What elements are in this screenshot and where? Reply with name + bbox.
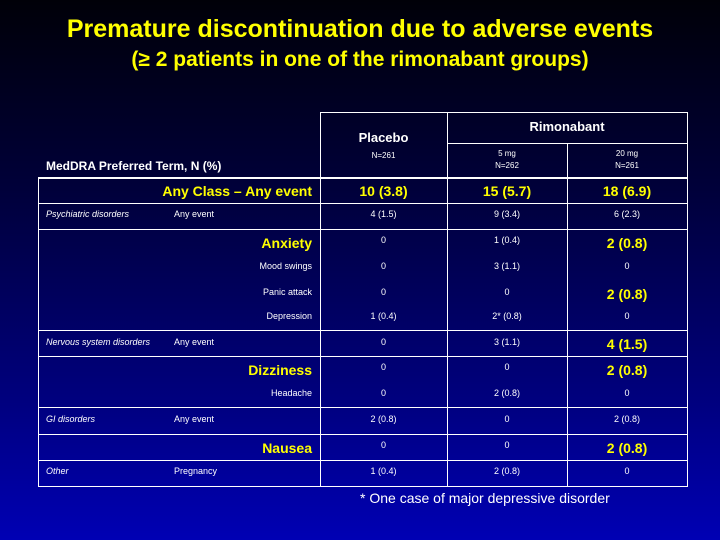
nervous-term: Any event (174, 337, 215, 347)
term-header: MedDRA Preferred Term, N (%) (46, 159, 222, 173)
nervous-r20: 4 (1.5) (606, 336, 648, 352)
headache-label: Headache (270, 388, 312, 398)
gi-class: GI disorders (46, 414, 96, 424)
headache-r20: 0 (624, 388, 630, 398)
nausea-r5: 0 (504, 440, 510, 450)
panic-label: Panic attack (262, 287, 312, 297)
r5-header: 5 mg (498, 149, 516, 158)
headache-r5: 2 (0.8) (493, 388, 520, 398)
table-line (38, 177, 688, 179)
placebo-header: Placebo (358, 130, 409, 145)
anxiety-r20: 2 (0.8) (606, 235, 648, 251)
any-class-placebo: 10 (3.8) (359, 183, 408, 199)
dizziness-r20: 2 (0.8) (606, 362, 648, 378)
table-line (38, 177, 39, 487)
other-term: Pregnancy (174, 466, 218, 476)
any-class-r20: 18 (6.9) (602, 183, 652, 199)
panic-r5: 0 (504, 287, 510, 297)
slide-title: Premature discontinuation due to adverse events (66, 15, 654, 43)
psych-term: Any event (174, 209, 215, 219)
anxiety-label: Anxiety (261, 235, 312, 251)
gi-term: Any event (174, 414, 215, 424)
nervous-r5: 3 (1.1) (493, 337, 520, 347)
psych-r5: 9 (3.4) (493, 209, 520, 219)
other-placebo: 1 (0.4) (370, 466, 397, 476)
dizziness-placebo: 0 (380, 362, 386, 372)
any-class-r5: 15 (5.7) (482, 183, 532, 199)
psych-r20: 6 (2.3) (613, 209, 640, 219)
r20-header: 20 mg (615, 149, 639, 158)
other-class: Other (46, 466, 69, 476)
mood-label: Mood swings (259, 261, 312, 271)
panic-placebo: 0 (380, 287, 386, 297)
depression-r20: 0 (624, 311, 630, 321)
r5-n: N=262 (495, 161, 519, 170)
table-line (38, 356, 688, 357)
gi-placebo: 2 (0.8) (370, 414, 397, 424)
psych-class: Psychiatric disorders (46, 209, 130, 219)
nausea-placebo: 0 (380, 440, 386, 450)
placebo-n: N=261 (371, 151, 396, 160)
any-class-label: Any Class – Any event (162, 183, 312, 199)
anxiety-placebo: 0 (380, 235, 386, 245)
slide-subtitle: (≥ 2 patients in one of the rimonabant groups) (131, 48, 589, 71)
dizziness-r5: 0 (504, 362, 510, 372)
table-line (687, 112, 688, 487)
dizziness-label: Dizziness (248, 362, 312, 378)
table-line (38, 229, 688, 230)
table-line (38, 407, 688, 408)
panic-r20: 2 (0.8) (606, 286, 648, 302)
nervous-placebo: 0 (380, 337, 386, 347)
table-line (320, 112, 321, 487)
headache-placebo: 0 (380, 388, 386, 398)
table-line (38, 460, 688, 461)
depression-placebo: 1 (0.4) (370, 311, 397, 321)
table-line (38, 486, 688, 487)
mood-r5: 3 (1.1) (493, 261, 520, 271)
rimonabant-header: Rimonabant (529, 119, 605, 134)
mood-r20: 0 (624, 261, 630, 271)
nausea-label: Nausea (262, 440, 312, 456)
anxiety-r5: 1 (0.4) (493, 235, 520, 245)
table-line (320, 112, 688, 113)
other-r20: 0 (624, 466, 630, 476)
depression-label: Depression (266, 311, 312, 321)
table-line (38, 203, 688, 204)
footnote: * One case of major depressive disorder (360, 490, 610, 506)
psych-placebo: 4 (1.5) (370, 209, 397, 219)
r20-n: N=261 (615, 161, 639, 170)
nervous-class: Nervous system disorders (46, 337, 151, 347)
table-line (38, 330, 688, 331)
gi-r20: 2 (0.8) (613, 414, 640, 424)
other-r5: 2 (0.8) (493, 466, 520, 476)
mood-placebo: 0 (380, 261, 386, 271)
depression-r5: 2* (0.8) (492, 311, 522, 321)
nausea-r20: 2 (0.8) (606, 440, 648, 456)
gi-r5: 0 (504, 414, 510, 424)
table-line (38, 434, 688, 435)
